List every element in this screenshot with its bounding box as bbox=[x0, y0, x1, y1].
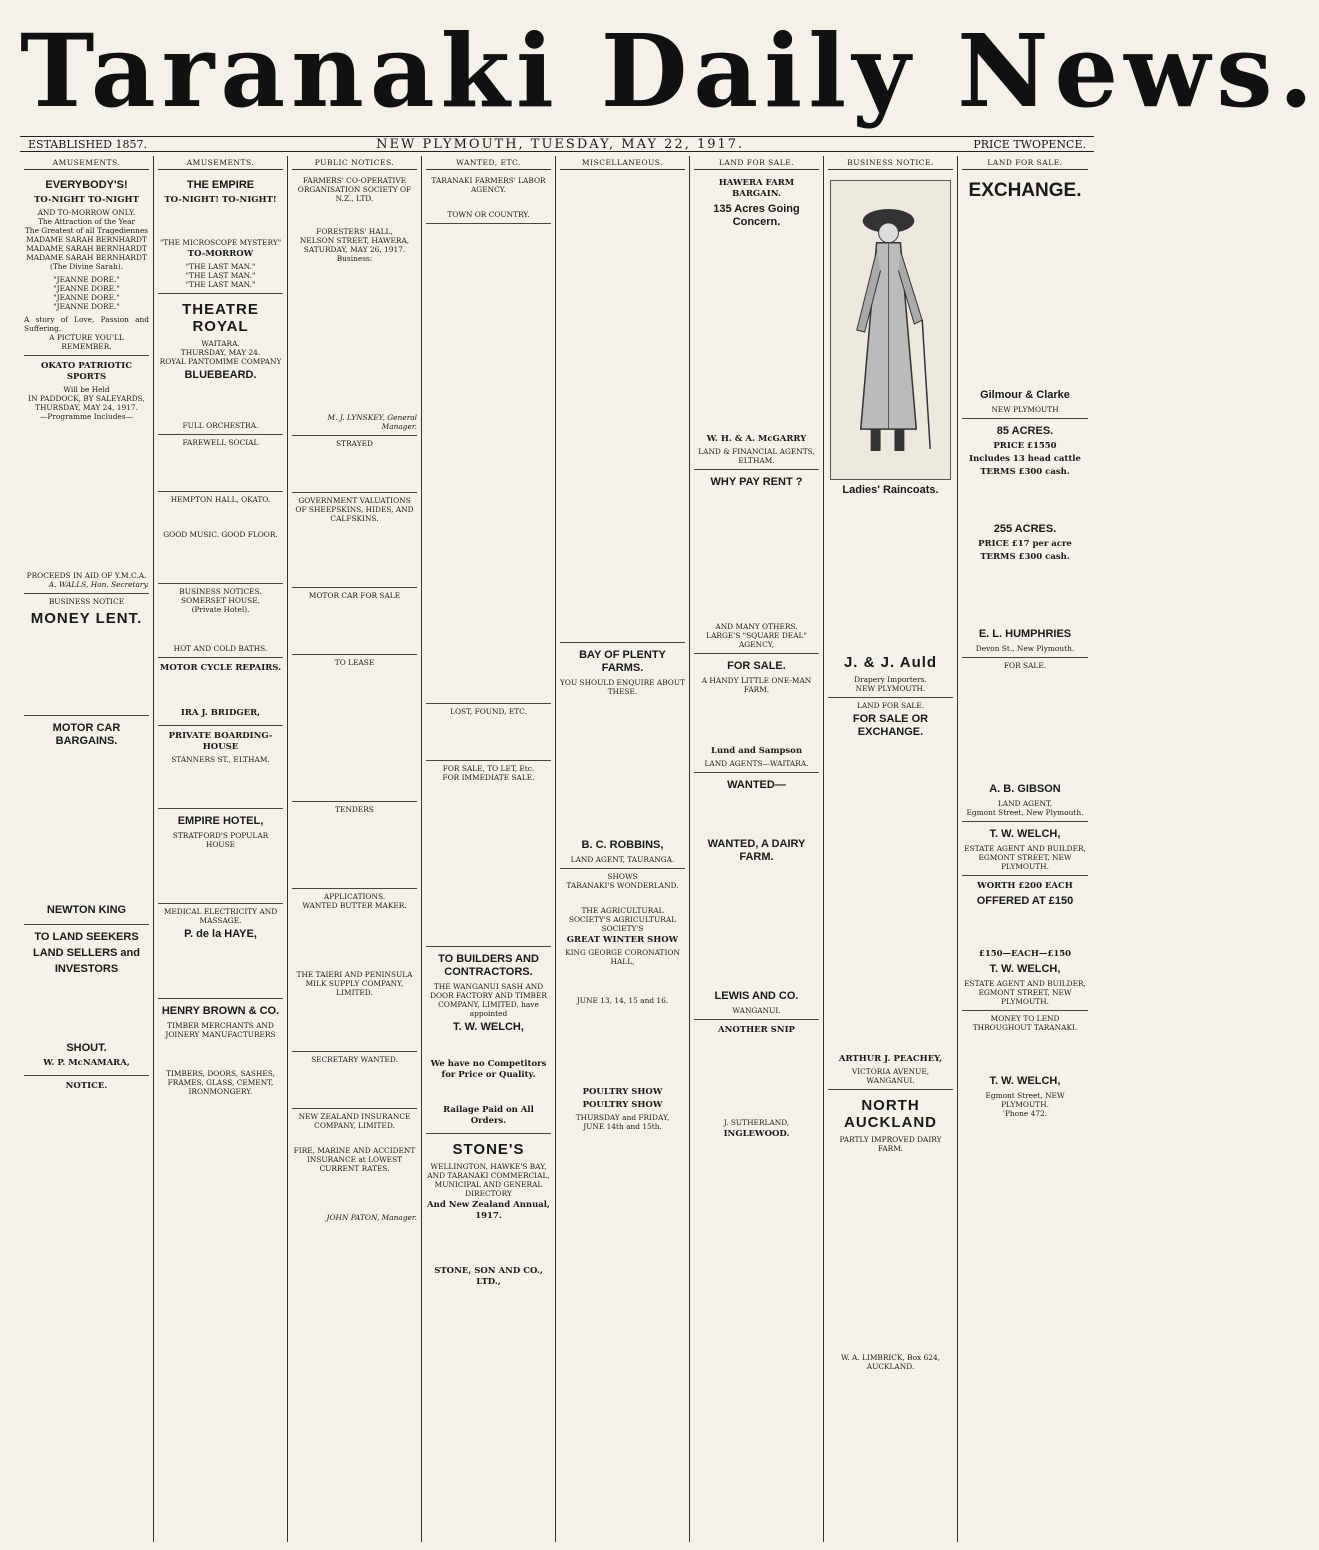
ad-line: MADAME SARAH BERNHARDT bbox=[26, 235, 147, 244]
ad-line: THURSDAY, MAY 24, 1917. bbox=[35, 403, 138, 412]
shows-section bbox=[560, 869, 685, 1135]
column-7 bbox=[824, 156, 958, 1542]
ad-line: "JEANNE DORE." bbox=[53, 284, 120, 293]
ad-line: Railage Paid on All Orders. bbox=[443, 1105, 534, 1126]
ad-headline: STONE'S bbox=[452, 1141, 525, 1158]
place-date: NEW PLYMOUTH, TUESDAY, MAY 22, 1917. bbox=[376, 136, 745, 152]
ad-headline: HEMPTON HALL, OKATO. bbox=[170, 495, 271, 504]
motor-bargains-ad bbox=[24, 716, 149, 925]
empire-hotel-ad bbox=[158, 809, 283, 904]
ad-headline: T. W. WELCH, bbox=[989, 963, 1061, 975]
ad-line: £150—EACH—£150 bbox=[978, 949, 1072, 959]
business-notices bbox=[158, 584, 283, 658]
dateline bbox=[20, 136, 1094, 152]
business-notice bbox=[24, 594, 149, 716]
ad-headline: BLUEBEARD. bbox=[184, 369, 257, 381]
ad-line: ARTHUR J. PEACHEY, bbox=[838, 1054, 943, 1064]
ad-line: LAND & FINANCIAL AGENTS, ELTHAM. bbox=[698, 447, 815, 465]
everybodys-ad bbox=[24, 173, 149, 356]
ad-headline: NEWTON KING bbox=[46, 904, 127, 916]
notice-signature: M. J. LYNSKEY, General Manager. bbox=[327, 413, 417, 431]
raincoats-ad bbox=[828, 173, 953, 698]
for-sale-section bbox=[426, 761, 551, 947]
ad-line: WELLINGTON, HAWKE'S BAY, AND TARANAKI COMMERCIAL, MUNICIPAL AND GENERAL DIRECTORY bbox=[427, 1162, 550, 1198]
ad-line: NEW PLYMOUTH bbox=[991, 405, 1059, 414]
section-label: FOR SALE. bbox=[1003, 661, 1047, 670]
ad-headline: NOTICE. bbox=[65, 1081, 108, 1091]
boarding-house-ad bbox=[158, 726, 283, 809]
column-heading: PUBLIC NOTICES. bbox=[292, 156, 417, 170]
notice-line: WANTED BUTTER MAKER. bbox=[302, 901, 407, 910]
why-pay-rent-ad bbox=[694, 470, 819, 654]
ad-headline: Ladies' Raincoats. bbox=[842, 484, 939, 496]
notice-title: TO LEASE bbox=[334, 658, 375, 667]
ad-headline: OFFERED AT £150 bbox=[976, 895, 1074, 907]
ad-line: "JEANNE DORE." bbox=[53, 302, 120, 311]
sale-exchange-ad bbox=[828, 698, 953, 1090]
price-text: PRICE TWOPENCE. bbox=[973, 137, 1086, 151]
ad-line: INGLEWOOD. bbox=[723, 1129, 790, 1139]
notice-title: GOVERNMENT VALUATIONS OF SHEEPSKINS, HIDES, AND CALFSKINS. bbox=[295, 496, 414, 523]
section-label: SHOWS bbox=[607, 872, 638, 881]
ad-line: LEWIS AND CO. bbox=[714, 990, 799, 1002]
ad-line: Drapery Importers. bbox=[854, 675, 927, 684]
ad-headline: PRIVATE BOARDING-HOUSE bbox=[168, 731, 273, 752]
builders-ad bbox=[426, 947, 551, 1134]
stones-directory-ad bbox=[426, 1134, 551, 1294]
ad-line: "THE MICROSCOPE MYSTERY" bbox=[159, 238, 282, 247]
ad-line: —Programme Includes— bbox=[40, 412, 133, 421]
section-label: LOST, FOUND, ETC. bbox=[450, 707, 527, 716]
column-4 bbox=[422, 156, 556, 1542]
ad-headline: Gilmour & Clarke bbox=[980, 389, 1070, 401]
ad-headline: TO BUILDERS AND CONTRACTORS. bbox=[438, 953, 539, 978]
farmers-coop-notice bbox=[292, 173, 417, 436]
ad-line: KING GEORGE CORONATION HALL, bbox=[565, 948, 680, 966]
ad-headline: BAY OF PLENTY FARMS. bbox=[579, 649, 666, 674]
ad-line: TERMS £300 cash. bbox=[980, 467, 1070, 477]
bay-of-plenty-ad bbox=[560, 643, 685, 869]
newspaper-columns bbox=[20, 156, 1094, 1542]
ad-line: TIMBERS, DOORS, SASHES, FRAMES, GLASS, CEMENT, IRONMONGERY. bbox=[166, 1069, 275, 1096]
ad-headline: MOTOR CAR BARGAINS. bbox=[52, 722, 121, 747]
ad-line: TERMS £300 cash. bbox=[980, 552, 1070, 562]
ad-headline: T. W. WELCH, bbox=[989, 1075, 1061, 1087]
ad-line: Egmont Street, NEW PLYMOUTH. bbox=[985, 1091, 1065, 1109]
ad-headline: MOTOR CYCLE REPAIRS. bbox=[159, 663, 282, 673]
ad-headline: WANTED— bbox=[727, 779, 786, 791]
ad-headline: EXCHANGE. bbox=[968, 180, 1082, 201]
ad-line: PARTLY IMPROVED DAIRY FARM. bbox=[839, 1135, 942, 1153]
ad-line: W. H. & A. McGARRY bbox=[706, 434, 807, 444]
ad-line: ROYAL PANTOMIME COMPANY bbox=[159, 357, 282, 366]
money-lend-ad bbox=[962, 1011, 1088, 1122]
ad-headline: J. & J. Auld bbox=[843, 654, 938, 671]
ad-line: LAND AGENT, TAURANGA. bbox=[570, 855, 675, 864]
ad-line: W. P. McNAMARA, bbox=[43, 1058, 130, 1068]
ad-line: Will be Held bbox=[63, 385, 110, 394]
ad-headline: HAWERA FARM BARGAIN. bbox=[718, 178, 795, 199]
ad-line: THURSDAY and FRIDAY, bbox=[575, 1113, 670, 1122]
column-heading: MISCELLANEOUS. bbox=[560, 156, 685, 170]
acres-85-ad bbox=[962, 419, 1088, 658]
notice-title: NEW ZEALAND INSURANCE COMPANY, LIMITED. bbox=[298, 1112, 411, 1130]
ad-line: VICTORIA AVENUE, bbox=[851, 1067, 930, 1076]
ad-line: P. de la HAYE, bbox=[184, 928, 257, 940]
column-8 bbox=[958, 156, 1092, 1542]
ad-line: TO-NIGHT! TO-NIGHT! bbox=[164, 195, 277, 205]
ad-line: J. SUTHERLAND, bbox=[723, 1118, 790, 1127]
ad-line: LAND AGENT, bbox=[997, 799, 1053, 808]
lease-notice bbox=[292, 655, 417, 802]
notice-line: Business: bbox=[336, 254, 373, 263]
ad-line: "JEANNE DORE." bbox=[53, 275, 120, 284]
ad-headline: WANTED, A DAIRY FARM. bbox=[707, 838, 806, 863]
ad-headline: MONEY TO LEND THROUGHOUT TARANAKI. bbox=[972, 1014, 1078, 1032]
exchange-ad bbox=[962, 173, 1088, 419]
ad-signature: A. WALLS, Hon. Secretary. bbox=[48, 580, 149, 589]
ad-line: STRATFORD'S POPULAR HOUSE bbox=[172, 831, 269, 849]
lady-in-raincoat-illustration bbox=[830, 180, 951, 480]
column-2 bbox=[154, 156, 288, 1542]
ad-line: TO-NIGHT TO-NIGHT bbox=[34, 195, 139, 205]
ad-line: ESTATE AGENT AND BUILDER, EGMONT STREET, NEW PLYMOUTH. bbox=[964, 844, 1086, 871]
ad-line: NEW PLYMOUTH. bbox=[855, 684, 926, 693]
ad-line: (Private Hotel). bbox=[191, 605, 250, 614]
ad-line: WANGANUI. bbox=[866, 1076, 915, 1085]
column-6 bbox=[690, 156, 824, 1542]
ad-headline: FAREWELL SOCIAL bbox=[182, 438, 259, 447]
ad-line: TARANAKI'S WONDERLAND. bbox=[566, 881, 679, 890]
ad-line: YOU SHOULD ENQUIRE ABOUT THESE. bbox=[560, 678, 685, 696]
ad-headline: EVERYBODY'S! bbox=[45, 179, 128, 191]
one-man-farm-ad bbox=[694, 654, 819, 773]
another-snip-ad bbox=[694, 1020, 819, 1146]
okato-sports-ad bbox=[24, 356, 149, 594]
ad-line: And New Zealand Annual, 1917. bbox=[427, 1200, 550, 1221]
ad-line: FULL ORCHESTRA. bbox=[182, 421, 259, 430]
lost-found-section bbox=[426, 704, 551, 761]
ad-line: ESTATE AGENT AND BUILDER, EGMONT STREET, NEW PLYMOUTH. bbox=[964, 979, 1086, 1006]
wanted-ad bbox=[694, 773, 819, 1020]
valuations-notice bbox=[292, 493, 417, 588]
ad-headline: FOR SALE. bbox=[727, 660, 786, 672]
notice-line: NELSON STREET, HAWERA, bbox=[299, 236, 410, 245]
ad-line: THE AGRICULTURAL SOCIETY'S AGRICULTURAL SOCIETY'S bbox=[568, 906, 677, 933]
established-text: ESTABLISHED 1857. bbox=[28, 137, 147, 151]
column-heading: WANTED, ETC. bbox=[426, 156, 551, 170]
ad-headline: T. W. WELCH, bbox=[453, 1021, 524, 1033]
notice-title: APPLICATIONS. bbox=[323, 892, 386, 901]
ad-line: TIMBER MERCHANTS AND JOINERY MANUFACTURERS bbox=[165, 1021, 276, 1039]
ad-line: "THE LAST MAN." bbox=[185, 280, 256, 289]
ad-headline: FOR SALE OR EXCHANGE. bbox=[852, 713, 929, 738]
ad-headline: MONEY LENT. bbox=[30, 610, 143, 627]
ad-line: AND MANY OTHERS. bbox=[715, 622, 798, 631]
notice-title: STRAYED bbox=[336, 439, 373, 448]
strayed-notice bbox=[292, 436, 417, 493]
ad-line: PROCEEDS IN AID OF Y.M.C.A. bbox=[26, 571, 147, 580]
ad-line: IRA J. BRIDGER, bbox=[180, 708, 261, 718]
notice-line: SATURDAY, MAY 26, 1917. bbox=[303, 245, 406, 254]
ad-headline: HENRY BROWN & CO. bbox=[161, 1005, 280, 1017]
welch-ad-1 bbox=[962, 822, 1088, 876]
ad-line: GOOD MUSIC. GOOD FLOOR. bbox=[163, 530, 278, 539]
section-label: FOR SALE, TO LET, Etc. bbox=[442, 764, 535, 773]
insurance-notice bbox=[292, 1109, 417, 1226]
column-heading: AMUSEMENTS. bbox=[24, 156, 149, 170]
ad-headline: THE EMPIRE bbox=[186, 179, 255, 191]
ad-line: The Greatest of all Tragediennes bbox=[24, 226, 149, 235]
ad-line: WAITARA. bbox=[201, 339, 240, 348]
ad-line: Includes 13 head cattle bbox=[969, 454, 1081, 464]
ad-line: "JEANNE DORE." bbox=[53, 293, 120, 302]
ad-line: MADAME SARAH BERNHARDT bbox=[26, 244, 147, 253]
ad-headline: TO LAND SEEKERS bbox=[34, 931, 139, 943]
ad-line: THE WANGANUI SASH AND DOOR FACTORY AND TIMBER COMPANY, LIMITED, have appointed bbox=[430, 982, 547, 1018]
theatre-royal-ad bbox=[158, 294, 283, 435]
section-label: LAND FOR SALE. bbox=[856, 701, 925, 710]
ad-line: The Attraction of the Year bbox=[37, 217, 136, 226]
ad-line: (The Divine Sarah). bbox=[49, 262, 123, 271]
secretary-notice bbox=[292, 1052, 417, 1109]
ad-headline: INVESTORS bbox=[54, 963, 119, 975]
ad-headline: TARANAKI FARMERS' LABOR AGENCY. bbox=[431, 176, 546, 194]
ad-headline: WORTH £200 EACH bbox=[977, 881, 1073, 891]
masthead bbox=[20, 8, 1319, 134]
notice-ad bbox=[24, 1076, 149, 1098]
notice-line: FIRE, MARINE AND ACCIDENT INSURANCE at LOWEST CURRENT RATES. bbox=[293, 1146, 416, 1173]
ad-line: AND TO-MORROW ONLY. bbox=[37, 208, 136, 217]
ad-line: PRICE £17 per acre bbox=[978, 539, 1072, 549]
ad-headline: B. C. ROBBINS, bbox=[581, 839, 664, 851]
notice-title: SECRETARY WANTED. bbox=[311, 1055, 398, 1064]
ad-line: STONE, SON AND CO., LTD., bbox=[434, 1266, 543, 1287]
ad-line: A PICTURE YOU'LL REMEMBER. bbox=[49, 333, 124, 351]
ad-line: Egmont Street, New Plymouth. bbox=[966, 808, 1084, 817]
empire-ad bbox=[158, 173, 283, 294]
miscellaneous-ads bbox=[560, 173, 685, 643]
ad-headline: ANOTHER SNIP bbox=[718, 1025, 795, 1035]
notice-title: TENDERS bbox=[335, 805, 374, 814]
ad-line: THURSDAY, MAY 24. bbox=[180, 348, 261, 357]
ad-line: LARGE'S "SQUARE DEAL" AGENCY, bbox=[706, 631, 807, 649]
ad-headline: 255 ACRES. bbox=[993, 523, 1057, 535]
ad-headline: THEATRE ROYAL bbox=[182, 301, 259, 335]
ad-line: PRICE £1550 bbox=[993, 441, 1057, 451]
ad-line: HOT AND COLD BATHS. bbox=[173, 644, 268, 653]
ad-line: W. A. LIMBRICK, Box 624, AUCKLAND. bbox=[840, 1353, 941, 1371]
ad-line: STANNERS ST., ELTHAM. bbox=[171, 755, 270, 764]
ad-headline: LAND SELLERS and bbox=[33, 947, 140, 959]
motor-sale-notice bbox=[292, 588, 417, 655]
labor-agency-ad bbox=[426, 173, 551, 224]
ad-line: Devon St., New Plymouth. bbox=[975, 644, 1075, 653]
section-label: FOR IMMEDIATE SALE. bbox=[442, 773, 535, 782]
applications-notice bbox=[292, 889, 417, 1052]
column-heading: LAND FOR SALE. bbox=[694, 156, 819, 170]
gibson-ad bbox=[962, 658, 1088, 822]
column-heading: LAND FOR SALE. bbox=[962, 156, 1088, 170]
section-label: BUSINESS NOTICES. bbox=[179, 587, 262, 596]
ad-line: A HANDY LITTLE ONE-MAN FARM. bbox=[701, 676, 812, 694]
ad-line: LAND AGENTS—WAITARA. bbox=[704, 759, 809, 768]
ad-line: JUNE 14th and 15th. bbox=[583, 1122, 662, 1131]
ad-headline: WHY PAY RENT ? bbox=[710, 476, 803, 488]
ad-line: 135 Acres Going Concern. bbox=[713, 203, 800, 228]
farewell-social-ad bbox=[158, 435, 283, 492]
motor-cycle-ad bbox=[158, 658, 283, 726]
ad-line: WANGANUI. bbox=[732, 1006, 781, 1015]
ad-line: 'Phone 472. bbox=[1002, 1109, 1048, 1118]
ad-headline: POULTRY SHOW bbox=[582, 1100, 663, 1110]
henry-brown-ad bbox=[158, 999, 283, 1100]
ad-line: "THE LAST MAN." bbox=[185, 262, 256, 271]
ad-headline: A. B. GIBSON bbox=[989, 783, 1061, 795]
ad-headline: T. W. WELCH, bbox=[989, 828, 1061, 840]
ad-headline: MEDICAL ELECTRICITY AND MASSAGE. bbox=[163, 907, 278, 925]
column-3 bbox=[288, 156, 422, 1542]
ad-headline: OKATO PATRIOTIC SPORTS bbox=[40, 361, 132, 382]
hempton-hall-ad bbox=[158, 492, 283, 584]
ad-headline: 85 ACRES. bbox=[996, 425, 1054, 437]
notice-line: THE TAIERI AND PENINSULA MILK SUPPLY COMPANY, LIMITED. bbox=[296, 970, 413, 997]
ad-headline: NORTH AUCKLAND bbox=[844, 1097, 937, 1131]
north-auckland-ad bbox=[828, 1090, 953, 1375]
column-heading: BUSINESS NOTICE. bbox=[828, 156, 953, 170]
tenders-notice bbox=[292, 802, 417, 889]
notice-line: FORESTERS' HALL, bbox=[316, 227, 393, 236]
ad-headline: POULTRY SHOW bbox=[582, 1087, 663, 1097]
ad-line: MADAME SARAH BERNHARDT bbox=[26, 253, 147, 262]
ad-headline: E. L. HUMPHRIES bbox=[978, 628, 1072, 640]
ad-line: IN PADDOCK, BY SALEYARDS, bbox=[28, 394, 145, 403]
worth-200-ad bbox=[962, 876, 1088, 1011]
ad-line: SOMERSET HOUSE, bbox=[181, 596, 260, 605]
ad-headline: SHOUT. bbox=[66, 1042, 107, 1054]
massage-ad bbox=[158, 904, 283, 999]
column-5 bbox=[556, 156, 690, 1542]
ad-line: Lund and Sampson bbox=[710, 746, 803, 756]
ad-headline: EMPIRE HOTEL, bbox=[177, 815, 264, 827]
ad-line: TOWN OR COUNTRY. bbox=[447, 210, 530, 219]
ad-line: JUNE 13, 14, 15 and 16. bbox=[576, 996, 669, 1005]
newspaper-title: Taranaki Daily News. bbox=[20, 12, 1319, 130]
column-heading: AMUSEMENTS. bbox=[158, 156, 283, 170]
ad-line: TO-MORROW bbox=[187, 249, 254, 259]
land-seekers-ad bbox=[24, 925, 149, 1076]
wanted-ads bbox=[426, 224, 551, 704]
column-1 bbox=[20, 156, 154, 1542]
notice-title: MOTOR CAR FOR SALE bbox=[308, 591, 401, 600]
notice-title: FARMERS' CO-OPERATIVE ORGANISATION SOCIETY OF N.Z., LTD. bbox=[297, 176, 412, 203]
ad-headline: GREAT WINTER SHOW bbox=[566, 935, 679, 945]
ad-line: We have no Competitors for Price or Quality. bbox=[430, 1059, 547, 1080]
ad-line: A story of Love, Passion and Suffering. bbox=[24, 315, 149, 333]
hawera-farm-ad bbox=[694, 173, 819, 470]
ad-line: "THE LAST MAN." bbox=[185, 271, 256, 280]
notice-signature: JOHN PATON, Manager. bbox=[326, 1213, 417, 1222]
section-label: BUSINESS NOTICE bbox=[48, 597, 125, 606]
